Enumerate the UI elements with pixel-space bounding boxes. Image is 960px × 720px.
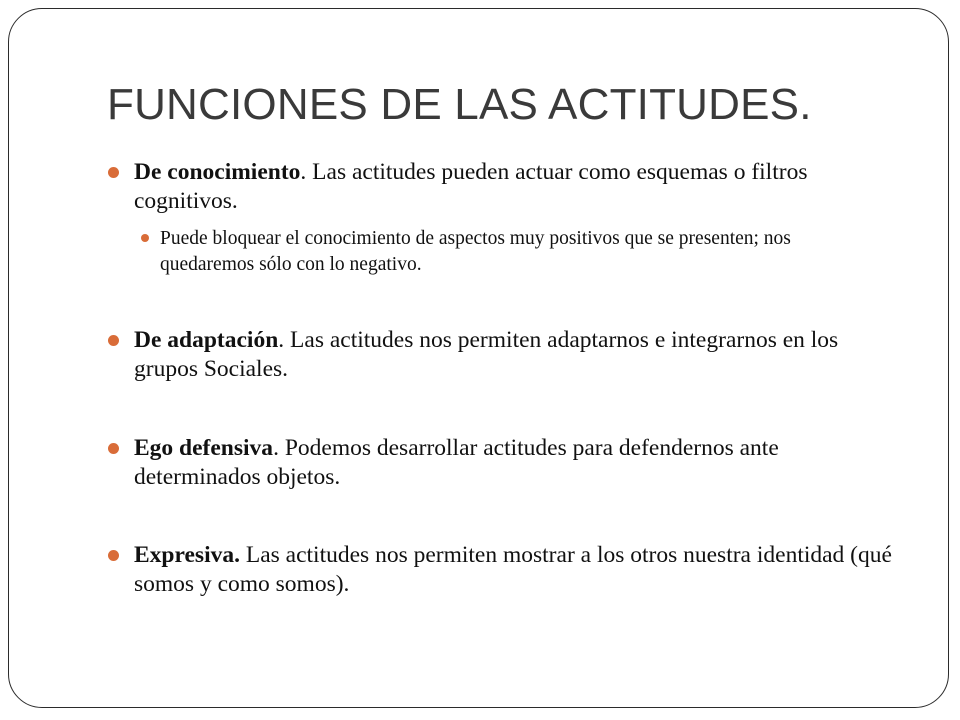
bullet-term: De conocimiento: [134, 159, 301, 185]
sub-bullet-conocimiento: [141, 226, 881, 278]
bullet-text: . Las actitudes nos permiten adaptarnos e integrarnos en los grupos Sociales.: [134, 327, 839, 382]
bullet-term: Expresiva.: [134, 542, 240, 568]
bullet-term: De adaptación: [134, 327, 279, 353]
bullet-dot-icon: [108, 335, 119, 346]
bullet-ego-defensiva: [108, 434, 898, 492]
slide-title: FUNCIONES DE LAS ACTITUDES.: [107, 80, 812, 129]
bullet-term: Ego defensiva: [134, 435, 274, 461]
bullet-dot-icon: [108, 443, 119, 454]
bullet-text: . Podemos desarrollar actitudes para defendernos ante determinados objetos.: [134, 435, 779, 490]
bullet-text: Las actitudes nos permiten mostrar a los otros nuestra identidad (qué somos y como somos).: [134, 542, 892, 597]
sub-bullet-text: Puede bloquear el conocimiento de aspectos muy positivos que se presenten; nos quedaremos sólo con lo negativo.: [160, 228, 791, 275]
sub-bullet-dot-icon: [141, 234, 149, 242]
bullet-adaptacion: [108, 326, 898, 384]
bullet-conocimiento: [108, 158, 898, 216]
bullet-expresiva: [108, 541, 898, 599]
bullet-dot-icon: [108, 550, 119, 561]
bullet-text: . Las actitudes pueden actuar como esquemas o filtros cognitivos.: [134, 159, 808, 214]
bullet-dot-icon: [108, 167, 119, 178]
